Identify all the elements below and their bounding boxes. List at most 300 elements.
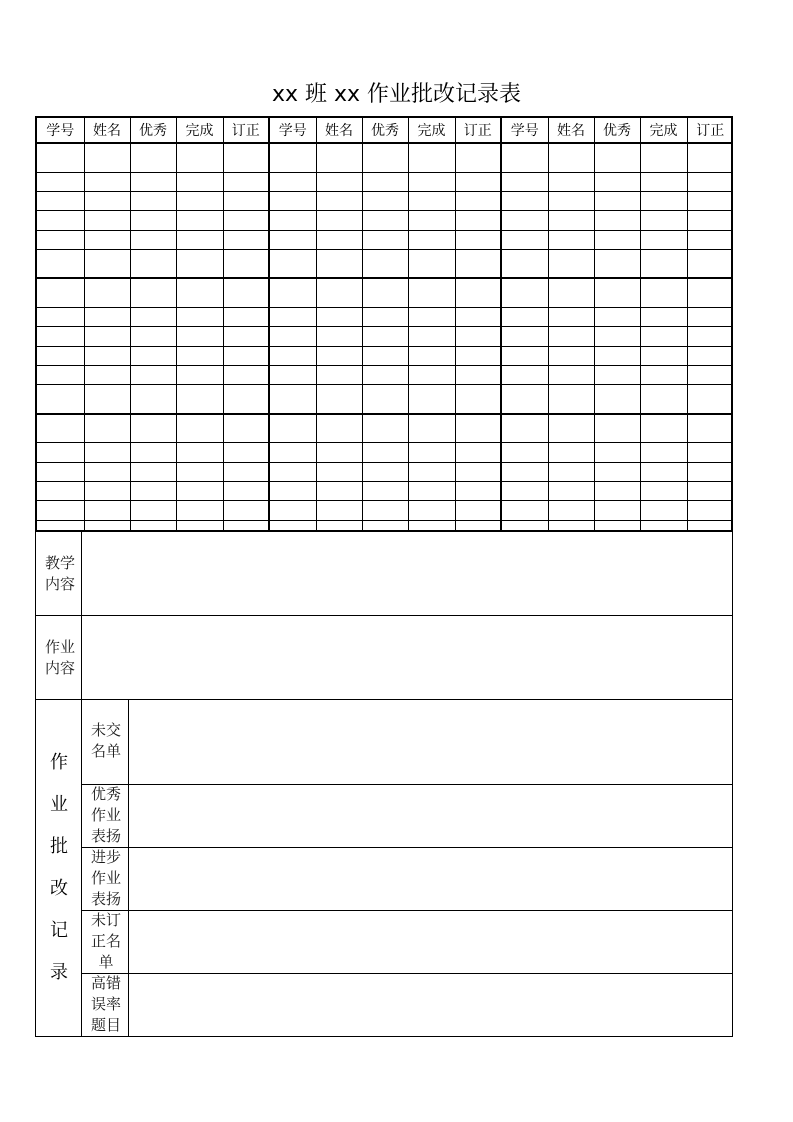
table-cell[interactable] bbox=[84, 211, 130, 230]
table-cell[interactable] bbox=[223, 327, 269, 346]
table-cell[interactable] bbox=[223, 211, 269, 230]
table-cell[interactable] bbox=[408, 365, 455, 384]
table-cell[interactable] bbox=[37, 278, 84, 307]
table-cell[interactable] bbox=[548, 462, 594, 481]
table-cell[interactable] bbox=[130, 307, 176, 326]
table-cell[interactable] bbox=[501, 385, 548, 414]
table-cell[interactable] bbox=[316, 172, 362, 191]
table-cell[interactable] bbox=[362, 385, 408, 414]
not-submitted-label: 未交 名单 bbox=[90, 721, 121, 760]
table-cell[interactable] bbox=[316, 143, 362, 172]
table-cell[interactable] bbox=[640, 520, 687, 530]
table-cell[interactable] bbox=[176, 278, 223, 307]
table-cell[interactable] bbox=[687, 143, 733, 172]
table-cell[interactable] bbox=[687, 414, 733, 443]
table-cell[interactable] bbox=[269, 327, 316, 346]
table-cell[interactable] bbox=[548, 211, 594, 230]
table-cell[interactable] bbox=[455, 278, 501, 307]
table-cell[interactable] bbox=[176, 365, 223, 384]
table-cell[interactable] bbox=[594, 143, 640, 172]
table-cell[interactable] bbox=[594, 172, 640, 191]
table-cell[interactable] bbox=[223, 482, 269, 501]
table-cell[interactable] bbox=[455, 482, 501, 501]
table-cell[interactable] bbox=[501, 143, 548, 172]
table-cell[interactable] bbox=[84, 307, 130, 326]
table-row bbox=[37, 143, 733, 172]
table-cell[interactable] bbox=[687, 249, 733, 278]
table-row bbox=[37, 462, 733, 481]
table-cell[interactable] bbox=[176, 307, 223, 326]
table-cell[interactable] bbox=[223, 346, 269, 365]
table-cell[interactable] bbox=[455, 462, 501, 481]
table-cell[interactable] bbox=[223, 385, 269, 414]
table-cell[interactable] bbox=[408, 346, 455, 365]
table-cell[interactable] bbox=[548, 365, 594, 384]
table-header-row bbox=[37, 118, 733, 143]
table-cell[interactable] bbox=[37, 191, 84, 210]
table-cell[interactable] bbox=[594, 230, 640, 249]
table-cell[interactable] bbox=[362, 327, 408, 346]
column-header: 优秀 bbox=[130, 118, 176, 143]
column-header: 姓名 bbox=[84, 118, 130, 143]
table-cell[interactable] bbox=[37, 230, 84, 249]
table-cell[interactable] bbox=[316, 249, 362, 278]
table-cell[interactable] bbox=[176, 520, 223, 530]
table-cell[interactable] bbox=[37, 346, 84, 365]
column-header: 订正 bbox=[223, 118, 269, 143]
table-cell[interactable] bbox=[455, 365, 501, 384]
table-cell[interactable] bbox=[269, 249, 316, 278]
table-cell[interactable] bbox=[223, 143, 269, 172]
table-row bbox=[37, 211, 733, 230]
table-cell[interactable] bbox=[316, 211, 362, 230]
table-row bbox=[37, 501, 733, 520]
table-cell[interactable] bbox=[455, 443, 501, 462]
table-cell[interactable] bbox=[84, 482, 130, 501]
table-cell[interactable] bbox=[455, 414, 501, 443]
table-cell[interactable] bbox=[223, 414, 269, 443]
table-cell[interactable] bbox=[640, 385, 687, 414]
table-cell[interactable] bbox=[176, 143, 223, 172]
table-cell[interactable] bbox=[455, 230, 501, 249]
table-cell[interactable] bbox=[640, 143, 687, 172]
progress-field[interactable] bbox=[129, 847, 732, 910]
table-cell[interactable] bbox=[84, 249, 130, 278]
table-cell[interactable] bbox=[362, 443, 408, 462]
not-corrected-field[interactable] bbox=[129, 910, 732, 973]
homework-content-row bbox=[36, 616, 732, 700]
table-cell[interactable] bbox=[362, 520, 408, 530]
table-cell[interactable] bbox=[594, 482, 640, 501]
table-cell[interactable] bbox=[548, 191, 594, 210]
table-cell[interactable] bbox=[362, 191, 408, 210]
teaching-content-field[interactable] bbox=[130, 532, 732, 615]
column-header: 学号 bbox=[269, 118, 316, 143]
homework-content-field[interactable] bbox=[130, 616, 732, 699]
table-cell[interactable] bbox=[501, 462, 548, 481]
table-cell[interactable] bbox=[408, 520, 455, 530]
table-cell[interactable] bbox=[594, 365, 640, 384]
table-cell[interactable] bbox=[37, 462, 84, 481]
table-cell[interactable] bbox=[455, 327, 501, 346]
table-cell[interactable] bbox=[269, 462, 316, 481]
table-cell[interactable] bbox=[269, 191, 316, 210]
table-cell[interactable] bbox=[501, 414, 548, 443]
table-cell[interactable] bbox=[501, 443, 548, 462]
table-cell[interactable] bbox=[408, 501, 455, 520]
table-cell[interactable] bbox=[548, 385, 594, 414]
table-cell[interactable] bbox=[130, 414, 176, 443]
table-cell[interactable] bbox=[84, 172, 130, 191]
table-cell[interactable] bbox=[594, 443, 640, 462]
table-cell[interactable] bbox=[316, 365, 362, 384]
table-cell[interactable] bbox=[130, 482, 176, 501]
table-cell[interactable] bbox=[640, 365, 687, 384]
table-cell[interactable] bbox=[37, 501, 84, 520]
table-cell[interactable] bbox=[640, 501, 687, 520]
table-cell[interactable] bbox=[130, 211, 176, 230]
table-cell[interactable] bbox=[223, 230, 269, 249]
table-cell[interactable] bbox=[408, 307, 455, 326]
table-cell[interactable] bbox=[84, 501, 130, 520]
table-cell[interactable] bbox=[176, 327, 223, 346]
table-cell[interactable] bbox=[223, 520, 269, 530]
table-cell[interactable] bbox=[408, 249, 455, 278]
table-cell[interactable] bbox=[37, 211, 84, 230]
table-cell[interactable] bbox=[687, 191, 733, 210]
table-cell[interactable] bbox=[130, 327, 176, 346]
table-row bbox=[37, 327, 733, 346]
table-cell[interactable] bbox=[548, 327, 594, 346]
table-cell[interactable] bbox=[455, 249, 501, 278]
table-cell[interactable] bbox=[84, 462, 130, 481]
column-header: 优秀 bbox=[594, 118, 640, 143]
table-cell[interactable] bbox=[37, 414, 84, 443]
table-cell[interactable] bbox=[640, 307, 687, 326]
table-cell[interactable] bbox=[269, 211, 316, 230]
table-cell[interactable] bbox=[408, 278, 455, 307]
table-cell[interactable] bbox=[130, 365, 176, 384]
table-cell[interactable] bbox=[548, 520, 594, 530]
table-cell[interactable] bbox=[37, 520, 84, 530]
table-cell[interactable] bbox=[594, 462, 640, 481]
table-cell[interactable] bbox=[548, 172, 594, 191]
table-cell[interactable] bbox=[37, 143, 84, 172]
table-cell[interactable] bbox=[455, 191, 501, 210]
table-cell[interactable] bbox=[37, 482, 84, 501]
table-cell[interactable] bbox=[362, 365, 408, 384]
table-cell[interactable] bbox=[501, 327, 548, 346]
table-cell[interactable] bbox=[176, 230, 223, 249]
table-cell[interactable] bbox=[408, 211, 455, 230]
table-cell[interactable] bbox=[130, 501, 176, 520]
table-cell[interactable] bbox=[130, 143, 176, 172]
table-cell[interactable] bbox=[408, 443, 455, 462]
table-cell[interactable] bbox=[594, 327, 640, 346]
table-cell[interactable] bbox=[640, 462, 687, 481]
table-cell[interactable] bbox=[408, 143, 455, 172]
column-header: 优秀 bbox=[362, 118, 408, 143]
table-cell[interactable] bbox=[455, 385, 501, 414]
table-cell[interactable] bbox=[455, 307, 501, 326]
table-cell[interactable] bbox=[687, 385, 733, 414]
table-cell[interactable] bbox=[640, 230, 687, 249]
table-cell[interactable] bbox=[84, 443, 130, 462]
table-cell[interactable] bbox=[687, 346, 733, 365]
table-cell[interactable] bbox=[362, 307, 408, 326]
table-cell[interactable] bbox=[223, 307, 269, 326]
table-cell[interactable] bbox=[223, 501, 269, 520]
table-cell[interactable] bbox=[84, 520, 130, 530]
table-cell[interactable] bbox=[269, 501, 316, 520]
table-cell[interactable] bbox=[176, 191, 223, 210]
high-error-field[interactable] bbox=[129, 973, 732, 1036]
table-row bbox=[37, 191, 733, 210]
column-header: 订正 bbox=[687, 118, 733, 143]
table-cell[interactable] bbox=[269, 172, 316, 191]
table-cell[interactable] bbox=[316, 346, 362, 365]
table-cell[interactable] bbox=[316, 501, 362, 520]
table-cell[interactable] bbox=[176, 249, 223, 278]
table-cell[interactable] bbox=[316, 414, 362, 443]
table-cell[interactable] bbox=[130, 191, 176, 210]
table-cell[interactable] bbox=[316, 482, 362, 501]
table-cell[interactable] bbox=[687, 172, 733, 191]
table-cell[interactable] bbox=[687, 211, 733, 230]
table-cell[interactable] bbox=[176, 172, 223, 191]
table-cell[interactable] bbox=[362, 143, 408, 172]
table-cell[interactable] bbox=[223, 278, 269, 307]
table-cell[interactable] bbox=[501, 346, 548, 365]
table-cell[interactable] bbox=[130, 346, 176, 365]
table-cell[interactable] bbox=[37, 249, 84, 278]
table-cell[interactable] bbox=[408, 385, 455, 414]
table-cell[interactable] bbox=[408, 414, 455, 443]
table-cell[interactable] bbox=[176, 211, 223, 230]
table-cell[interactable] bbox=[316, 462, 362, 481]
table-cell[interactable] bbox=[362, 278, 408, 307]
table-row bbox=[37, 249, 733, 278]
table-cell[interactable] bbox=[687, 520, 733, 530]
table-cell[interactable] bbox=[640, 482, 687, 501]
table-cell[interactable] bbox=[640, 172, 687, 191]
table-cell[interactable] bbox=[455, 143, 501, 172]
table-cell[interactable] bbox=[501, 278, 548, 307]
table-cell[interactable] bbox=[687, 443, 733, 462]
table-cell[interactable] bbox=[130, 172, 176, 191]
table-cell[interactable] bbox=[687, 462, 733, 481]
table-cell[interactable] bbox=[640, 191, 687, 210]
table-cell[interactable] bbox=[501, 230, 548, 249]
table-cell[interactable] bbox=[269, 307, 316, 326]
table-cell[interactable] bbox=[594, 191, 640, 210]
table-cell[interactable] bbox=[84, 230, 130, 249]
table-cell[interactable] bbox=[408, 482, 455, 501]
table-cell[interactable] bbox=[640, 346, 687, 365]
table-cell[interactable] bbox=[687, 278, 733, 307]
table-cell[interactable] bbox=[316, 230, 362, 249]
table-cell[interactable] bbox=[176, 501, 223, 520]
table-cell[interactable] bbox=[176, 482, 223, 501]
table-cell[interactable] bbox=[640, 278, 687, 307]
table-cell[interactable] bbox=[548, 307, 594, 326]
table-cell[interactable] bbox=[687, 307, 733, 326]
table-cell[interactable] bbox=[594, 501, 640, 520]
table-cell[interactable] bbox=[594, 520, 640, 530]
table-row bbox=[37, 230, 733, 249]
table-cell[interactable] bbox=[501, 482, 548, 501]
table-cell[interactable] bbox=[130, 249, 176, 278]
table-cell[interactable] bbox=[316, 307, 362, 326]
table-cell[interactable] bbox=[408, 327, 455, 346]
table-cell[interactable] bbox=[594, 211, 640, 230]
table-cell[interactable] bbox=[37, 365, 84, 384]
table-cell[interactable] bbox=[176, 385, 223, 414]
table-cell[interactable] bbox=[455, 346, 501, 365]
table-cell[interactable] bbox=[130, 443, 176, 462]
table-cell[interactable] bbox=[640, 327, 687, 346]
table-cell[interactable] bbox=[501, 172, 548, 191]
table-cell[interactable] bbox=[548, 278, 594, 307]
table-cell[interactable] bbox=[84, 191, 130, 210]
table-cell[interactable] bbox=[84, 346, 130, 365]
table-row bbox=[37, 172, 733, 191]
table-cell[interactable] bbox=[362, 501, 408, 520]
table-cell[interactable] bbox=[548, 230, 594, 249]
table-cell[interactable] bbox=[594, 249, 640, 278]
table-cell[interactable] bbox=[408, 172, 455, 191]
table-cell[interactable] bbox=[316, 278, 362, 307]
table-cell[interactable] bbox=[501, 249, 548, 278]
table-cell[interactable] bbox=[130, 278, 176, 307]
table-cell[interactable] bbox=[223, 462, 269, 481]
table-cell[interactable] bbox=[362, 482, 408, 501]
table-cell[interactable] bbox=[408, 191, 455, 210]
table-cell[interactable] bbox=[269, 385, 316, 414]
table-cell[interactable] bbox=[594, 346, 640, 365]
table-cell[interactable] bbox=[84, 278, 130, 307]
table-cell[interactable] bbox=[687, 327, 733, 346]
table-cell[interactable] bbox=[269, 520, 316, 530]
table-cell[interactable] bbox=[37, 385, 84, 414]
table-cell[interactable] bbox=[594, 385, 640, 414]
table-cell[interactable] bbox=[640, 443, 687, 462]
table-cell[interactable] bbox=[455, 520, 501, 530]
table-cell[interactable] bbox=[455, 172, 501, 191]
table-cell[interactable] bbox=[594, 414, 640, 443]
table-cell[interactable] bbox=[640, 414, 687, 443]
table-cell[interactable] bbox=[501, 501, 548, 520]
table-cell[interactable] bbox=[455, 501, 501, 520]
table-cell[interactable] bbox=[594, 278, 640, 307]
table-cell[interactable] bbox=[130, 462, 176, 481]
table-cell[interactable] bbox=[269, 278, 316, 307]
table-cell[interactable] bbox=[176, 346, 223, 365]
table-cell[interactable] bbox=[84, 385, 130, 414]
table-cell[interactable] bbox=[130, 230, 176, 249]
table-cell[interactable] bbox=[269, 230, 316, 249]
table-row bbox=[37, 278, 733, 307]
table-cell[interactable] bbox=[316, 520, 362, 530]
table-cell[interactable] bbox=[37, 327, 84, 346]
table-cell[interactable] bbox=[687, 501, 733, 520]
table-cell[interactable] bbox=[501, 365, 548, 384]
table-cell[interactable] bbox=[176, 462, 223, 481]
table-cell[interactable] bbox=[176, 443, 223, 462]
column-header: 完成 bbox=[408, 118, 455, 143]
table-cell[interactable] bbox=[223, 443, 269, 462]
table-cell[interactable] bbox=[269, 346, 316, 365]
table-cell[interactable] bbox=[548, 249, 594, 278]
table-cell[interactable] bbox=[37, 443, 84, 462]
table-cell[interactable] bbox=[316, 327, 362, 346]
table-cell[interactable] bbox=[84, 327, 130, 346]
table-cell[interactable] bbox=[362, 346, 408, 365]
table-cell[interactable] bbox=[223, 191, 269, 210]
excellent-field[interactable] bbox=[129, 784, 732, 847]
table-cell[interactable] bbox=[269, 365, 316, 384]
table-cell[interactable] bbox=[501, 191, 548, 210]
table-cell[interactable] bbox=[362, 172, 408, 191]
table-cell[interactable] bbox=[37, 172, 84, 191]
table-cell[interactable] bbox=[501, 307, 548, 326]
table-cell[interactable] bbox=[37, 307, 84, 326]
table-cell[interactable] bbox=[84, 414, 130, 443]
table-cell[interactable] bbox=[316, 385, 362, 414]
table-cell[interactable] bbox=[269, 143, 316, 172]
table-cell[interactable] bbox=[594, 307, 640, 326]
table-cell[interactable] bbox=[640, 249, 687, 278]
table-cell[interactable] bbox=[84, 365, 130, 384]
not-submitted-field[interactable] bbox=[129, 700, 732, 784]
table-cell[interactable] bbox=[316, 443, 362, 462]
table-cell[interactable] bbox=[84, 143, 130, 172]
table-cell[interactable] bbox=[362, 414, 408, 443]
table-cell[interactable] bbox=[362, 230, 408, 249]
table-cell[interactable] bbox=[130, 520, 176, 530]
table-cell[interactable] bbox=[269, 414, 316, 443]
table-cell[interactable] bbox=[687, 230, 733, 249]
table-cell[interactable] bbox=[408, 230, 455, 249]
table-cell[interactable] bbox=[223, 172, 269, 191]
table-cell[interactable] bbox=[640, 211, 687, 230]
table-cell[interactable] bbox=[501, 520, 548, 530]
table-cell[interactable] bbox=[548, 443, 594, 462]
table-cell[interactable] bbox=[687, 365, 733, 384]
column-header: 完成 bbox=[640, 118, 687, 143]
table-cell[interactable] bbox=[548, 143, 594, 172]
table-cell[interactable] bbox=[408, 462, 455, 481]
table-cell[interactable] bbox=[362, 249, 408, 278]
table-cell[interactable] bbox=[176, 414, 223, 443]
table-cell[interactable] bbox=[223, 249, 269, 278]
progress-label: 进步 作业 表扬 bbox=[90, 848, 121, 908]
table-cell[interactable] bbox=[269, 482, 316, 501]
table-cell[interactable] bbox=[362, 211, 408, 230]
table-cell[interactable] bbox=[548, 414, 594, 443]
table-cell[interactable] bbox=[548, 346, 594, 365]
table-cell[interactable] bbox=[362, 462, 408, 481]
table-cell[interactable] bbox=[269, 443, 316, 462]
table-cell[interactable] bbox=[548, 482, 594, 501]
table-cell[interactable] bbox=[501, 211, 548, 230]
table-cell[interactable] bbox=[316, 191, 362, 210]
table-cell[interactable] bbox=[130, 385, 176, 414]
table-cell[interactable] bbox=[223, 365, 269, 384]
table-cell[interactable] bbox=[455, 211, 501, 230]
table-cell[interactable] bbox=[548, 501, 594, 520]
table-cell[interactable] bbox=[687, 482, 733, 501]
